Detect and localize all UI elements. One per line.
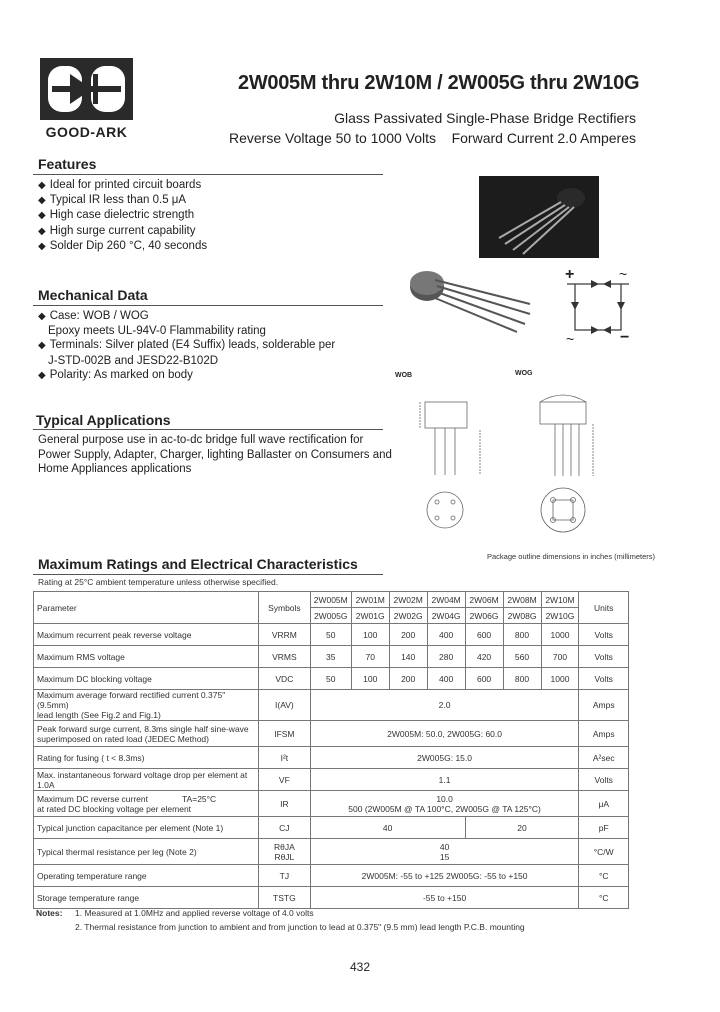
- model-header: 2W005M: [310, 592, 351, 608]
- model-header: 2W08G: [503, 608, 541, 624]
- unit-cell: Volts: [579, 668, 629, 690]
- value-cell: 420: [465, 646, 503, 668]
- value-cell: 200: [389, 624, 427, 646]
- param-cell: [34, 690, 259, 721]
- value-cell: 2.0: [310, 690, 579, 721]
- value-cell: 280: [427, 646, 465, 668]
- model-header: 2W04G: [427, 608, 465, 624]
- value-cell: 200: [389, 668, 427, 690]
- unit-cell: °C: [579, 887, 629, 909]
- paragraph-line: General purpose use in ac-to-dc bridge full wave rectification for: [38, 434, 364, 446]
- value-cell: 70: [351, 646, 389, 668]
- list-item: ◆ Polarity: As marked on body: [38, 368, 335, 383]
- param-cell: Typical thermal resistance per leg (Note 2): [34, 839, 259, 865]
- model-header: 2W02G: [389, 608, 427, 624]
- list-item: ◆ Solder Dip 260 °C, 40 seconds: [38, 239, 207, 254]
- product-subtitle: Glass Passivated Single-Phase Bridge Rectifiers: [334, 110, 636, 126]
- model-header: 2W01M: [351, 592, 389, 608]
- symbol-cell: VRMS: [259, 646, 311, 668]
- param-cell: Storage temperature range: [34, 887, 259, 909]
- value-line: 40: [439, 841, 450, 852]
- list-item: ◆ Terminals: Silver plated (E4 Suffix) leads, solderable per: [38, 338, 335, 353]
- value-cell: 40: [310, 817, 465, 839]
- column-header: Units: [579, 592, 629, 624]
- value-cell: 50: [310, 624, 351, 646]
- unit-cell: Volts: [579, 646, 629, 668]
- ratings-table: [33, 591, 629, 909]
- features-heading: Features: [38, 156, 97, 172]
- component-drawing: [405, 262, 640, 357]
- value-cell: 400: [427, 624, 465, 646]
- applications-text: [38, 433, 392, 477]
- unit-cell: μA: [579, 791, 629, 817]
- value-cell: 2W005M: 50.0, 2W005G: 60.0: [310, 721, 579, 747]
- brand-name: GOOD-ARK: [45, 124, 128, 140]
- param-cell: Rating for fusing ( t < 8.3ms): [34, 747, 259, 769]
- value-cell: 800: [503, 668, 541, 690]
- column-header: Symbols: [259, 592, 311, 624]
- value-cell: 2W005G: 15.0: [310, 747, 579, 769]
- symbol-cell: TSTG: [259, 887, 311, 909]
- dimension-note: Package outline dimensions in inches (millimeters): [487, 552, 655, 561]
- value-cell: 100: [351, 624, 389, 646]
- value-cell: 50: [310, 668, 351, 690]
- ratings-note: Rating at 25°C ambient temperature unless otherwise specified.: [38, 577, 279, 587]
- model-header: 2W04M: [427, 592, 465, 608]
- bridge-component-icon: [405, 262, 640, 357]
- note-1: 1. Measured at 1.0MHz and applied reverse voltage of 4.0 volts: [75, 908, 314, 918]
- list-item: ◆ High case dielectric strength: [38, 208, 207, 223]
- param-cell: Max. instantaneous forward voltage drop per element at 1.0A: [34, 769, 259, 791]
- unit-cell: Amps: [579, 690, 629, 721]
- features-list: [38, 178, 207, 254]
- value-cell: 800: [503, 624, 541, 646]
- symbol-cell: IR: [259, 791, 311, 817]
- symbol-line: RθJL: [274, 851, 295, 862]
- model-header: 2W02M: [389, 592, 427, 608]
- param-cell: [34, 791, 259, 817]
- value-cell: 400: [427, 668, 465, 690]
- column-header: Parameter: [34, 592, 259, 624]
- negative-terminal-label: −: [620, 329, 630, 346]
- unit-cell: Amps: [579, 721, 629, 747]
- symbol-cell: VDC: [259, 668, 311, 690]
- mechanical-heading: Mechanical Data: [38, 287, 148, 303]
- list-item: ◆ Case: WOB / WOG: [38, 309, 335, 324]
- symbol-cell: CJ: [259, 817, 311, 839]
- list-item: ◆ Ideal for printed circuit boards: [38, 178, 207, 193]
- unit-cell: Volts: [579, 624, 629, 646]
- symbol-cell: VRRM: [259, 624, 311, 646]
- wog-label: WOG: [515, 370, 533, 377]
- symbol-cell: TJ: [259, 865, 311, 887]
- table-header-row: [34, 592, 629, 608]
- value-cell: 560: [503, 646, 541, 668]
- unit-cell: °C/W: [579, 839, 629, 865]
- model-header: 2W10M: [541, 592, 579, 608]
- value-line: 500 (2W005M @ TA 100°C, 2W005G @ TA 125°C): [348, 803, 541, 814]
- param-cell: [34, 721, 259, 747]
- value-cell: 700: [541, 646, 579, 668]
- value-line: 15: [439, 851, 450, 862]
- param-cell: Maximum recurrent peak reverse voltage: [34, 624, 259, 646]
- table-row: [34, 690, 629, 721]
- value-cell: 2W005M: -55 to +125 2W005G: -55 to +150: [310, 865, 579, 887]
- table-row: [34, 887, 629, 909]
- list-item: ◆ High surge current capability: [38, 224, 207, 239]
- value-cell: 600: [465, 668, 503, 690]
- symbol-cell: I²t: [259, 747, 311, 769]
- rectifier-photo-icon: [479, 176, 599, 258]
- positive-terminal-label: +: [565, 266, 575, 283]
- ratings-heading: Maximum Ratings and Electrical Characteristics: [38, 556, 358, 572]
- model-header: 2W10G: [541, 608, 579, 624]
- list-item: ◆ Typical IR less than 0.5 μA: [38, 193, 207, 208]
- paragraph-line: Power Supply, Adapter, Charger, lighting Ballaster on Consumers and: [38, 448, 392, 461]
- symbol-cell: I(AV): [259, 690, 311, 721]
- note-2: 2. Thermal resistance from junction to ambient and from junction to lead at 0.375" (9.5 mm) lead length P.C.B. mounting: [75, 922, 525, 932]
- symbol-cell: [259, 839, 311, 865]
- table-row: [34, 769, 629, 791]
- table-row: [34, 668, 629, 690]
- table-row: [34, 747, 629, 769]
- value-cell: [310, 839, 579, 865]
- package-outline-drawing: [395, 380, 645, 550]
- applications-heading: Typical Applications: [36, 412, 171, 428]
- table-row: [34, 721, 629, 747]
- symbol-line: RθJA: [273, 841, 295, 852]
- param-cell: Maximum DC blocking voltage: [34, 668, 259, 690]
- param-line: [37, 794, 255, 804]
- value-cell: 600: [465, 624, 503, 646]
- paragraph-line: Home Appliances applications: [38, 463, 192, 475]
- model-header: 2W005G: [310, 608, 351, 624]
- unit-cell: A²sec: [579, 747, 629, 769]
- value-cell: 1000: [541, 624, 579, 646]
- section-divider: [33, 305, 383, 306]
- table-row: [34, 865, 629, 887]
- param-line: at rated DC blocking voltage per element: [37, 803, 192, 814]
- value-cell: 1000: [541, 668, 579, 690]
- param-cell: Typical junction capacitance per element (Note 1): [34, 817, 259, 839]
- list-item: J-STD-002B and JESD22-B102D: [48, 354, 219, 367]
- model-header: 2W08M: [503, 592, 541, 608]
- unit-cell: Volts: [579, 769, 629, 791]
- ac-terminal-label: ~: [619, 266, 628, 282]
- product-photo: [479, 176, 599, 258]
- wob-label: WOB: [395, 372, 413, 379]
- table-row: [34, 624, 629, 646]
- notes-label: Notes:: [36, 908, 63, 918]
- section-divider: [33, 574, 383, 575]
- section-divider: [33, 429, 383, 430]
- value-cell: 140: [389, 646, 427, 668]
- table-row: [34, 839, 629, 865]
- param-line: Maximum average forward rectified current 0.375" (9.5mm): [37, 690, 226, 710]
- value-line: 10.0: [436, 793, 453, 804]
- section-divider: [33, 174, 383, 175]
- unit-cell: °C: [579, 865, 629, 887]
- temp-condition: TA=25°C: [182, 793, 217, 804]
- model-header: 2W06G: [465, 608, 503, 624]
- diode-logo-icon: [40, 58, 133, 120]
- symbol-cell: IFSM: [259, 721, 311, 747]
- table-row: [34, 791, 629, 817]
- param-text: Maximum DC reverse current: [37, 793, 148, 804]
- package-dimension-icon: [395, 380, 645, 550]
- value-cell: 35: [310, 646, 351, 668]
- param-line: Peak forward surge current, 8.3ms single half sine-wave: [37, 723, 249, 734]
- list-item: Epoxy meets UL-94V-0 Flammability rating: [48, 325, 266, 338]
- param-cell: Maximum RMS voltage: [34, 646, 259, 668]
- param-cell: Operating temperature range: [34, 865, 259, 887]
- value-cell: -55 to +150: [310, 887, 579, 909]
- page-number: 432: [349, 960, 371, 974]
- page-title: 2W005M thru 2W10M / 2W005G thru 2W10G: [238, 72, 640, 94]
- param-line: superimposed on rated load (JEDEC Method): [37, 733, 209, 744]
- mechanical-list: [38, 309, 335, 383]
- brand-logo: [40, 58, 133, 120]
- table-row: [34, 817, 629, 839]
- model-header: 2W06M: [465, 592, 503, 608]
- unit-cell: pF: [579, 817, 629, 839]
- symbol-cell: VF: [259, 769, 311, 791]
- param-line: lead length (See Fig.2 and Fig.1): [37, 710, 161, 720]
- model-header: 2W01G: [351, 608, 389, 624]
- ac-terminal-label: ~: [566, 331, 575, 347]
- table-row: [34, 646, 629, 668]
- product-specs: Reverse Voltage 50 to 1000 Volts Forward Current 2.0 Amperes: [229, 130, 636, 146]
- value-cell: [310, 791, 579, 817]
- value-cell: 100: [351, 668, 389, 690]
- value-cell: 1.1: [310, 769, 579, 791]
- value-cell: 20: [465, 817, 579, 839]
